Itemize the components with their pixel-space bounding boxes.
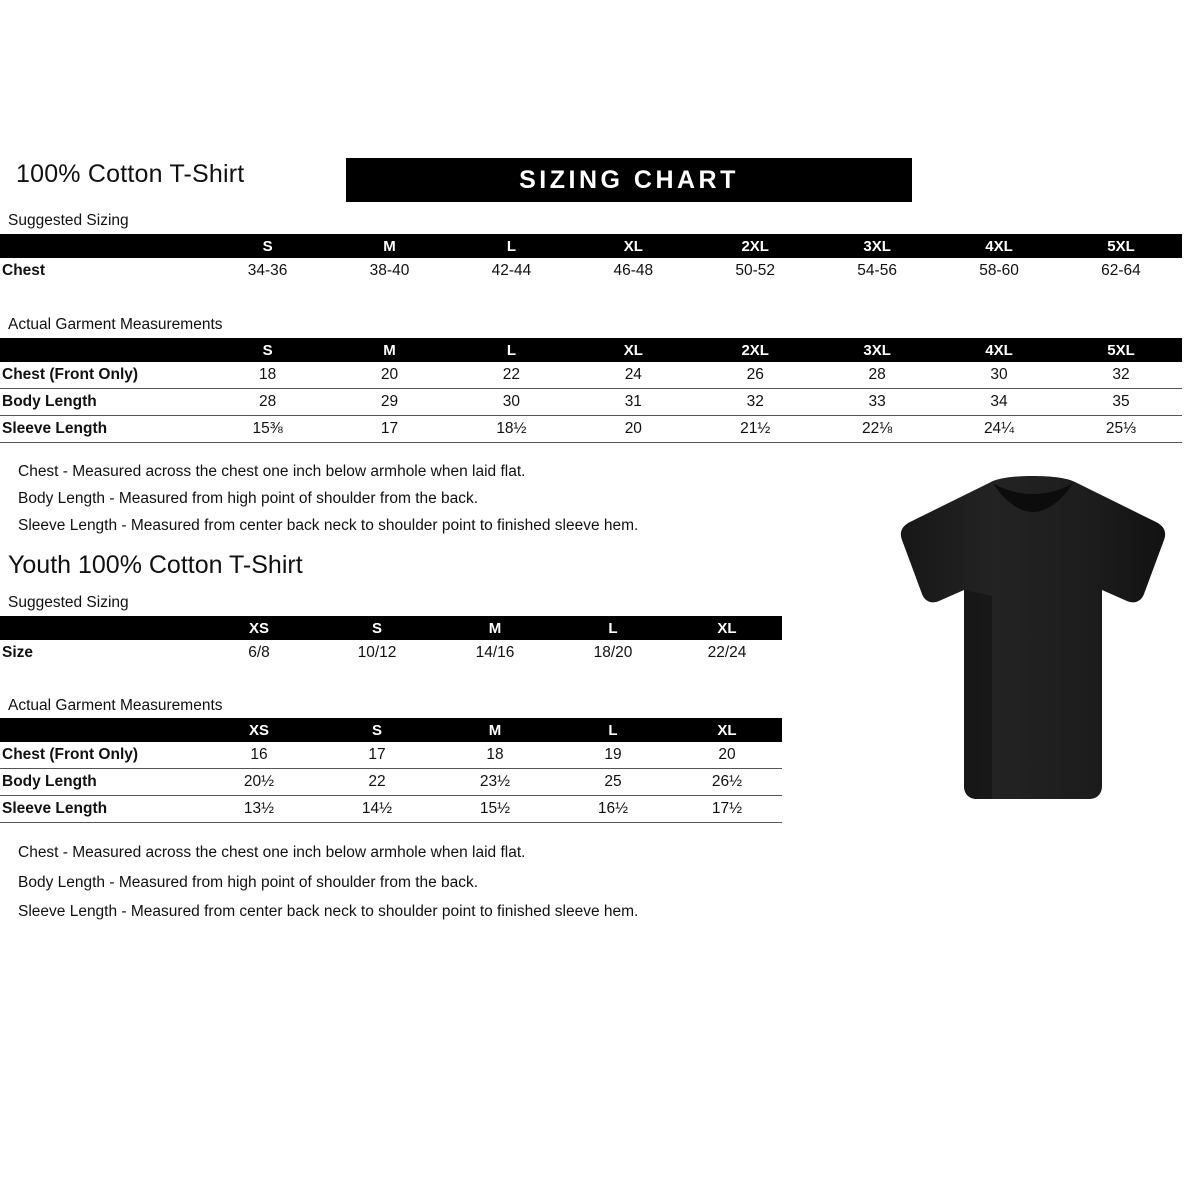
cell: 18/20 [593,644,633,661]
youth-section-title: Youth 100% Cotton T-Shirt [8,551,303,579]
cell: 17 [318,742,436,769]
col-head [0,718,200,742]
cell: 42-44 [491,262,532,279]
col-head: XS [248,619,269,637]
cell: 17 [329,416,451,443]
cell: 54-56 [857,262,897,279]
cell: 25 [554,769,672,796]
cell: 22/24 [707,644,747,661]
cell: 30 [450,389,572,416]
sizing-chart-banner [346,158,912,202]
cell: 28 [207,389,329,416]
cell: 20½ [200,769,318,796]
cell: 14½ [318,796,436,823]
col-head: L [608,619,618,637]
cell: 16½ [554,796,672,823]
col-head: S [262,341,273,359]
cell: 26 [694,362,816,389]
cell: 10/12 [357,644,397,661]
cell: 20 [572,416,694,443]
cell: 18 [207,362,329,389]
row-label: Sleeve Length [0,796,200,823]
col-head [0,616,200,640]
row-label: Body Length [0,769,200,796]
col-head: M [383,341,396,359]
cell: 31 [572,389,694,416]
adult-suggested-table [0,234,1182,284]
cell: 6/8 [248,644,270,661]
cell: 28 [816,362,938,389]
cell: 18½ [450,416,572,443]
table-header-row [0,616,782,640]
cell: 22 [450,362,572,389]
cell: 32 [694,389,816,416]
cell: 58-60 [979,262,1019,279]
table-row [0,796,782,823]
cell: 23½ [436,769,554,796]
col-head: M [488,619,502,637]
adult-note-sleeve-length: Sleeve Length - Measured from center back neck to shoulder point to finished sleeve hem. [18,517,639,534]
adult-actual-caption: Actual Garment Measurements [8,316,223,333]
col-head: 4XL [985,341,1013,359]
youth-note-chest: Chest - Measured across the chest one inch below armhole when laid flat. [18,844,526,861]
col-head: L [506,341,516,359]
col-head: 5XL [1107,237,1135,255]
cell: 13½ [200,796,318,823]
col-head: XL [717,619,737,637]
cell: 16 [200,742,318,769]
cell: 46-48 [613,262,654,279]
cell: 26½ [672,769,782,796]
header-row [8,160,1192,202]
adult-suggested-caption: Suggested Sizing [8,212,129,229]
col-head: M [488,721,502,739]
row-label: Body Length [0,389,207,416]
cell: 62-64 [1101,262,1141,279]
cell: 20 [329,362,451,389]
row-label: Chest (Front Only) [0,742,200,769]
col-head [0,338,207,362]
cell: 38-40 [369,262,410,279]
cell: 24¼ [938,416,1060,443]
cell: 18 [436,742,554,769]
cell: 14/16 [475,644,515,661]
col-head: M [383,237,396,255]
adult-actual-table [0,338,1182,443]
row-label: Sleeve Length [0,416,207,443]
sizing-chart-banner-label: SIZING CHART [519,166,739,194]
table-row [0,258,1182,284]
col-head: XS [248,721,269,739]
col-head: XL [717,721,737,739]
table-row [0,416,1182,443]
cell: 20 [672,742,782,769]
cell: 32 [1060,362,1182,389]
cell: 22⅛ [816,416,938,443]
col-head: S [371,721,382,739]
row-label: Size [2,644,34,661]
col-head [0,234,207,258]
cell: 34 [938,389,1060,416]
table-row [0,769,782,796]
table-row [0,742,782,769]
cell: 19 [554,742,672,769]
row-label: Chest (Front Only) [0,362,207,389]
adult-note-chest: Chest - Measured across the chest one inch below armhole when laid flat. [18,463,526,480]
col-head: 4XL [985,237,1013,255]
cell: 29 [329,389,451,416]
cell: 15⅜ [207,416,329,443]
cell: 21½ [694,416,816,443]
adult-note-body-length: Body Length - Measured from high point of shoulder from the back. [18,490,479,507]
col-head: L [506,237,516,255]
table-row [0,389,1182,416]
col-head: 3XL [863,237,891,255]
cell: 33 [816,389,938,416]
youth-suggested-table [0,616,782,666]
col-head: 2XL [741,341,769,359]
youth-actual-table [0,718,782,823]
col-head: 2XL [741,237,769,255]
cell: 24 [572,362,694,389]
page-title: 100% Cotton T-Shirt [16,160,245,188]
col-head: XL [623,341,643,359]
tshirt-icon [888,470,1178,810]
col-head: 5XL [1107,341,1135,359]
youth-note-sleeve-length: Sleeve Length - Measured from center back neck to shoulder point to finished sleeve hem. [18,903,639,920]
cell: 34-36 [247,262,288,279]
cell: 25⅓ [1060,416,1182,443]
cell: 15½ [436,796,554,823]
table-row [0,640,782,666]
youth-actual-caption: Actual Garment Measurements [8,697,223,714]
table-row [0,362,1182,389]
row-label: Chest [2,262,46,279]
table-header-row [0,338,1182,362]
col-head: S [262,237,273,255]
youth-suggested-caption: Suggested Sizing [8,594,129,611]
table-header-row [0,718,782,742]
cell: 30 [938,362,1060,389]
cell: 35 [1060,389,1182,416]
product-image [888,470,1178,810]
table-header-row [0,234,1182,258]
cell: 17½ [672,796,782,823]
cell: 50-52 [735,262,776,279]
youth-note-body-length: Body Length - Measured from high point of shoulder from the back. [18,874,479,891]
col-head: XL [623,237,643,255]
cell: 22 [318,769,436,796]
col-head: S [371,619,382,637]
col-head: L [608,721,618,739]
col-head: 3XL [863,341,891,359]
